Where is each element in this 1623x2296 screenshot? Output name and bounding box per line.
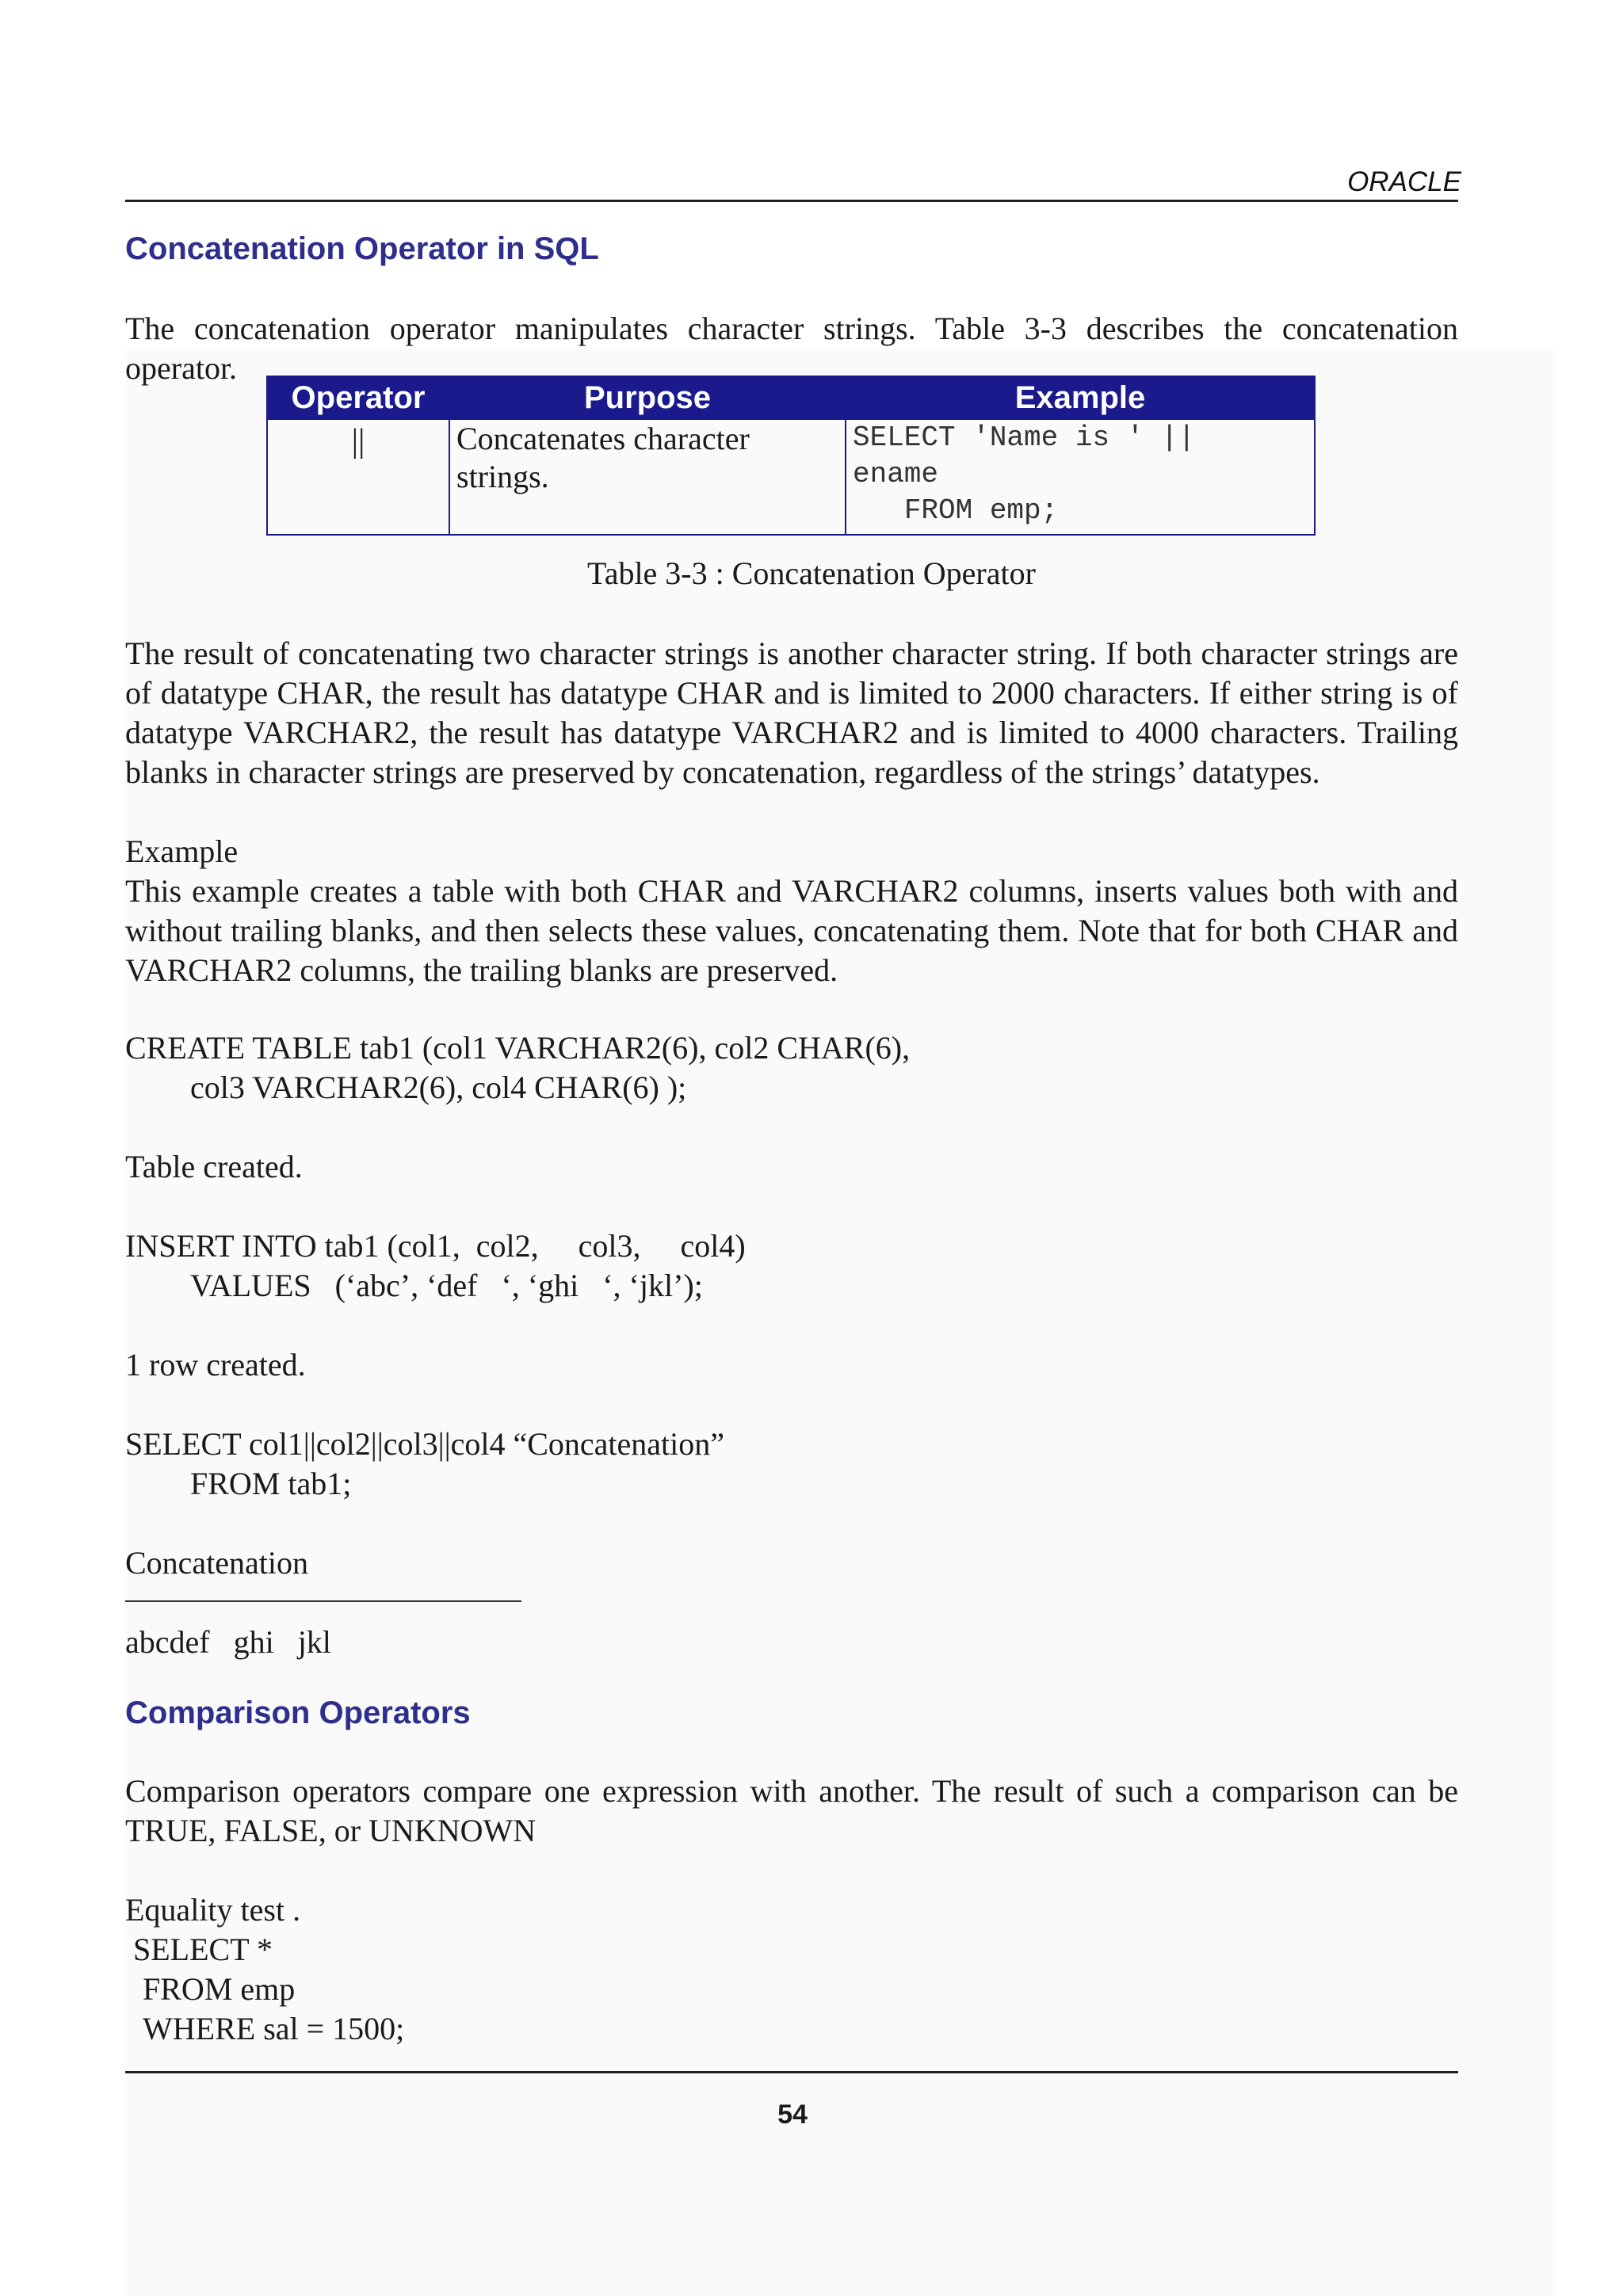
code-line: SELECT * [133,1932,273,1967]
operator-table [266,376,1316,536]
header-rule [125,200,1458,202]
table-header-cell: Purpose [449,376,846,419]
result-value: abcdef ghi jkl [125,1624,331,1660]
footer-rule [125,2071,1458,2073]
comparison-intro: Comparison operators compare one expression with another. The result of such a comparison can be TRUE, FALSE, or UNKNOWN [125,1773,1458,1848]
equality-label: Equality test . [125,1892,301,1928]
code-line: SELECT col1||col2||col3||col4 “Concatenation” [125,1426,724,1462]
code-output: Table created. [125,1149,303,1184]
example-label: Example [125,833,239,869]
code-output: 1 row created. [125,1347,306,1383]
purpose-cell: Concatenates character strings. [449,419,846,535]
page-number: 54 [777,2100,808,2130]
table-header-cell: Example [846,376,1315,419]
intro-paragraph: The concatenation operator manipulates character strings. Table 3-3 describes the concatenation operator. [125,311,1458,386]
operator-cell: || [267,419,449,535]
section-heading-comparison: Comparison Operators [125,1695,471,1730]
code-line: col3 VARCHAR2(6), col4 CHAR(6) ); [190,1070,687,1105]
code-line: VALUES (‘abc’, ‘def ‘, ‘ghi ‘, ‘jkl’); [190,1268,703,1303]
table-row [267,419,1315,535]
table-header-row [267,376,1315,419]
code-line: INSERT INTO tab1 (col1, col2, col3, col4) [125,1228,746,1264]
result-paragraph: The result of concatenating two character strings is another character string. If both character strings are of datatype CHAR, the result has datatype CHAR and is limited to 2000 characters. If either string is of datatype VARCHAR2, the result has datatype VARCHAR2 and is limited to 4000 characters. Trailing blanks in character strings are preserved by concatenation, regardless of the strings’ datatypes. [125,635,1458,790]
result-column-header: Concatenation [125,1545,309,1581]
running-header: ORACLE [1347,166,1461,197]
code-line: WHERE sal = 1500; [143,2011,405,2046]
table-caption: Table 3-3 : Concatenation Operator [587,555,1036,591]
result-underline [125,1600,521,1602]
section-heading-concatenation: Concatenation Operator in SQL [125,231,599,266]
example-cell: SELECT 'Name is ' || ename FROM emp; [846,419,1315,535]
table-header-cell: Operator [267,376,449,419]
code-line: FROM tab1; [190,1466,352,1501]
code-line: FROM emp [143,1971,296,2007]
code-line: CREATE TABLE tab1 (col1 VARCHAR2(6), col2 CHAR(6), [125,1030,911,1066]
example-description: This example creates a table with both CHAR and VARCHAR2 columns, inserts values both with and without trailing blanks, and then selects these values, concatenating them. Note that for both CHAR and VARCHAR2 columns, the trailing blanks are preserved. [125,873,1458,988]
